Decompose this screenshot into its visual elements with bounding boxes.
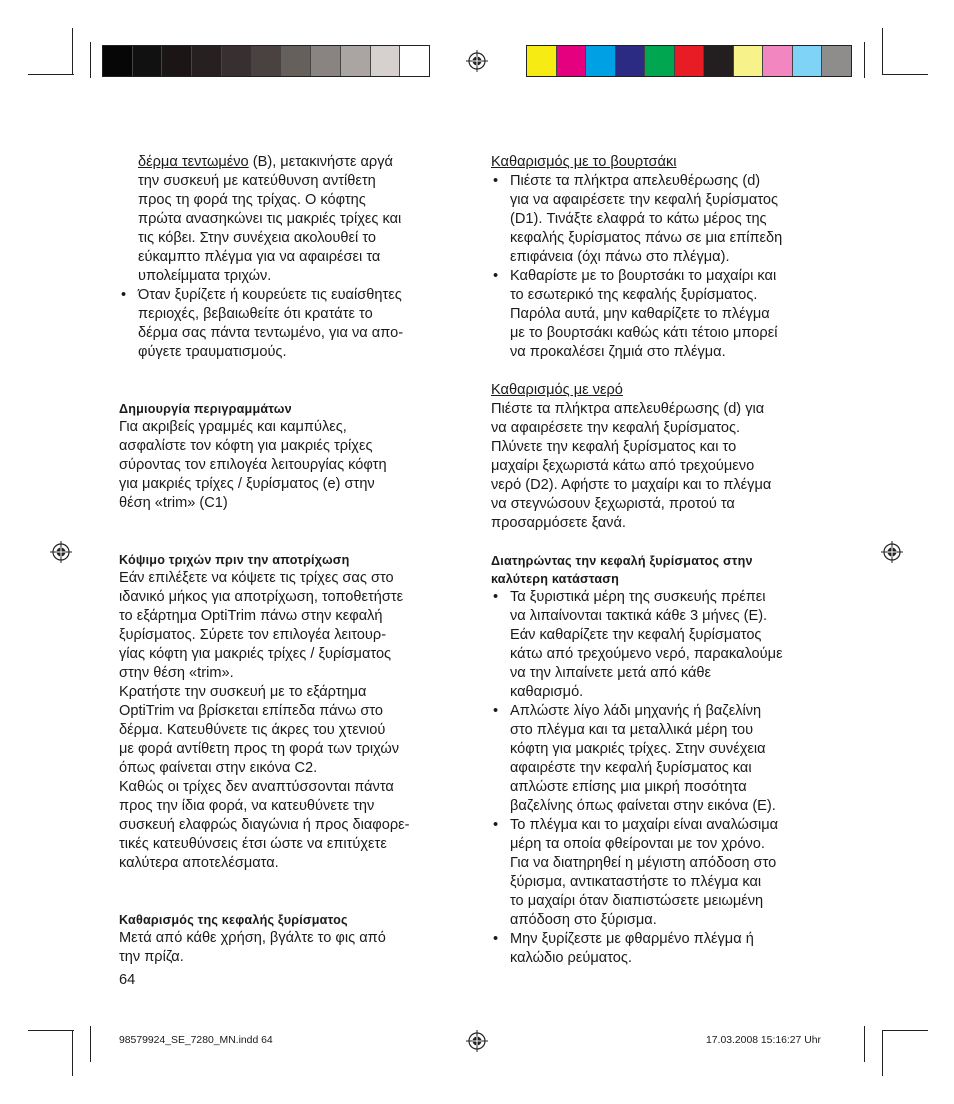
color-swatch bbox=[371, 46, 401, 76]
taut-skin-term: δέρμα τεντωμένο bbox=[138, 154, 249, 170]
pre-epilation-paragraph bbox=[119, 569, 469, 873]
text-line: απόδοση στο ξύρισμα. bbox=[510, 912, 657, 928]
page-number: 64 bbox=[119, 972, 136, 988]
text-line: • Καθαρίστε με το βουρτσάκι το μαχαίρι και bbox=[510, 268, 777, 284]
text-line: εύκαμπτο πλέγμα για να αφαιρέσει τα bbox=[138, 249, 381, 265]
heading-brush-cleaning: Καθαρισμός με το βουρτσάκι bbox=[491, 154, 677, 170]
text-line: Για ακριβείς γραμμές και καμπύλες, bbox=[119, 419, 347, 435]
crop-mark bbox=[882, 28, 883, 74]
heading-maintenance bbox=[491, 552, 841, 588]
color-swatch bbox=[103, 46, 133, 76]
text-line: να αφαιρέσετε την κεφαλή ξυρίσματος. bbox=[491, 420, 741, 436]
color-swatch bbox=[341, 46, 371, 76]
text-line: ιδανικό μήκος για αποτρίχωση, τοποθετήστε bbox=[119, 589, 404, 605]
text-line: στο πλέγμα και τα μεταλλικά μέρη του bbox=[510, 722, 754, 738]
bullet-brush-2 bbox=[491, 267, 841, 362]
crop-mark bbox=[864, 42, 865, 78]
right-column bbox=[491, 153, 841, 968]
cleaning-paragraph bbox=[119, 929, 469, 967]
text-line: ξύρισμα, αντικαταστήστε το πλέγμα και bbox=[510, 874, 762, 890]
text-line: γίας κόφτη για μακριές τρίχες / ξυρίσματος bbox=[119, 646, 392, 662]
bullet-brush-1 bbox=[491, 172, 841, 267]
text-line: υπολείμματα τριχών. bbox=[138, 268, 272, 284]
color-swatch bbox=[557, 46, 587, 76]
intro-lines bbox=[138, 172, 469, 286]
text-line: Κρατήστε την συσκευή με το εξάρτημα bbox=[119, 684, 367, 700]
registration-mark-icon bbox=[881, 541, 903, 563]
text-line: να την λιπαίνετε μετά από κάθε bbox=[510, 665, 712, 681]
text-line: συσκευή ελαφρώς διαγώνια ή προς διαφορε- bbox=[119, 817, 410, 833]
crop-mark bbox=[72, 1030, 73, 1076]
text-line: το εξάρτημα OptiTrim πάνω στην κεφαλή bbox=[119, 608, 383, 624]
color-swatch bbox=[616, 46, 646, 76]
text-line: δέρμα. Κατευθύνετε τις άκρες του χτενιού bbox=[119, 722, 386, 738]
text-line: αφαιρέστε την κεφαλή ξυρίσματος και bbox=[510, 760, 752, 776]
text-line: την συσκευή με κατεύθυνση αντίθετη bbox=[138, 173, 376, 189]
registration-mark-icon bbox=[466, 50, 488, 72]
color-swatch bbox=[822, 46, 851, 76]
text-line: προς τη φορά της τρίχας. Ο κόφτης bbox=[138, 192, 366, 208]
text-line: σύροντας τον επιλογέα λειτουργίας κόφτη bbox=[119, 457, 387, 473]
color-swatch bbox=[704, 46, 734, 76]
text-line: την πρίζα. bbox=[119, 949, 184, 965]
color-swatch bbox=[281, 46, 311, 76]
text-line: να λιπαίνονται τακτικά κάθε 3 μήνες (E). bbox=[510, 608, 768, 624]
text-line: • Το πλέγμα και το μαχαίρι είναι αναλώσιμα bbox=[510, 817, 779, 833]
bullet-sensitive-areas bbox=[119, 286, 469, 362]
text-line: κάτω από τρεχούμενο νερό, παρακαλούμε bbox=[510, 646, 783, 662]
text-line: Πιέστε τα πλήκτρα απελευθέρωσης (d) για bbox=[491, 401, 765, 417]
text-line: κεφαλής ξυρίσματος πάνω σε μια επίπεδη bbox=[510, 230, 783, 246]
text-line: νερό (D2). Αφήστε το μαχαίρι και το πλέγμα bbox=[491, 477, 772, 493]
color-swatch bbox=[527, 46, 557, 76]
text-line: Μετά από κάθε χρήση, βγάλτε το φις από bbox=[119, 930, 386, 946]
text-line: φύγετε τραυματισμούς. bbox=[138, 344, 287, 360]
text-line: προς την ίδια φορά, να κατευθύνετε την bbox=[119, 798, 375, 814]
heading-contours: Δημιουργία περιγραμμάτων bbox=[119, 402, 292, 416]
text-line: να στεγνώσουν ξεχωριστά, προτού τα bbox=[491, 496, 735, 512]
text-line: καθαρισμό. bbox=[510, 684, 584, 700]
text-line: μέρη τα οποία φθείρονται με τον χρόνο. bbox=[510, 836, 765, 852]
text-line: καλύτερα αποτελέσματα. bbox=[119, 855, 279, 871]
text-line: OptiTrim να βρίσκεται επίπεδα πάνω στο bbox=[119, 703, 384, 719]
bullet-maintenance-3 bbox=[491, 816, 841, 930]
bullet-maintenance-2 bbox=[491, 702, 841, 816]
heading-water-cleaning: Καθαρισμός με νερό bbox=[491, 382, 623, 398]
crop-mark bbox=[882, 1030, 883, 1076]
text-line: δέρμα σας πάντα τεντωμένο, για να απο- bbox=[138, 325, 404, 341]
heading-cleaning: Καθαρισμός της κεφαλής ξυρίσματος bbox=[119, 913, 348, 927]
text-line: για μακριές τρίχες / ξυρίσματος (e) στην bbox=[119, 476, 375, 492]
crop-mark bbox=[882, 74, 928, 75]
text-line: τικές κατευθύνσεις έτσι ώστε να επιτύχετε bbox=[119, 836, 387, 852]
text-line: όπως φαίνεται στην εικόνα C2. bbox=[119, 760, 318, 776]
text-line: • Μην ξυρίζεστε με φθαρμένο πλέγμα ή bbox=[510, 931, 754, 947]
slug-filename: 98579924_SE_7280_MN.indd 64 bbox=[119, 1035, 273, 1046]
color-swatch bbox=[763, 46, 793, 76]
text-line: Παρόλα αυτά, μην καθαρίζετε το πλέγμα bbox=[510, 306, 770, 322]
crop-mark bbox=[90, 1026, 91, 1062]
text-line: Εάν επιλέξετε να κόψετε τις τρίχες σας στο bbox=[119, 570, 394, 586]
heading-pre-epilation: Κόψιμο τριχών πριν την αποτρίχωση bbox=[119, 553, 350, 567]
color-swatch bbox=[675, 46, 705, 76]
intro-paragraph: δέρμα τεντωμένο (B), μετακινήστε αργά την συσκευή με κατεύθυνση αντίθετη προς τη φορά της τρίχας. Ο κόφτης πρώτα ανασηκώνει τις μακριές τρίχες και τις κόβει. Στην συνέχεια ακολουθεί το εύκαμπτο πλέγμα για να αφαιρέσει τα υπολείμματα τριχών. bbox=[119, 153, 469, 286]
color-swatch bbox=[252, 46, 282, 76]
color-swatch bbox=[133, 46, 163, 76]
text-line: • Απλώστε λίγο λάδι μηχανής ή βαζελίνη bbox=[510, 703, 762, 719]
slug-timestamp: 17.03.2008 15:16:27 Uhr bbox=[706, 1035, 821, 1046]
bullet-maintenance-4 bbox=[491, 930, 841, 968]
text-line: το μαχαίρι όταν διαπιστώσετε μειωμένη bbox=[510, 893, 764, 909]
text-line: προσαρμόσετε ξανά. bbox=[491, 515, 626, 531]
text-line: επιφάνεια (όχι πάνω στο πλέγμα). bbox=[510, 249, 730, 265]
text-line: καλώδιο ρεύματος. bbox=[510, 950, 632, 966]
text-line: • Πιέστε τα πλήκτρα απελευθέρωσης (d) bbox=[510, 173, 761, 189]
text-line: με φορά αντίθετη προς τη φορά των τριχών bbox=[119, 741, 400, 757]
color-swatch bbox=[645, 46, 675, 76]
registration-mark-icon bbox=[50, 541, 72, 563]
text-line: στην θέση «trim». bbox=[119, 665, 234, 681]
text-line: πρώτα ανασηκώνει τις μακριές τρίχες και bbox=[138, 211, 402, 227]
color-swatch bbox=[586, 46, 616, 76]
water-cleaning-paragraph bbox=[491, 400, 841, 533]
registration-mark-icon bbox=[466, 1030, 488, 1052]
text-line: για να αφαιρέσετε την κεφαλή ξυρίσματος bbox=[510, 192, 779, 208]
text-line: μαχαίρι ξεχωριστά κάτω από τρεχούμενο bbox=[491, 458, 755, 474]
crop-mark bbox=[28, 1030, 74, 1031]
crop-mark bbox=[882, 1030, 928, 1031]
color-swatch bbox=[400, 46, 429, 76]
text-line: • Τα ξυριστικά μέρη της συσκευής πρέπει bbox=[510, 589, 766, 605]
left-column bbox=[119, 153, 469, 967]
crop-mark bbox=[864, 1026, 865, 1062]
color-swatch bbox=[311, 46, 341, 76]
text-line: καλύτερη κατάσταση bbox=[491, 572, 619, 586]
text-line: να προκαλέσει ζημιά στο πλέγμα. bbox=[510, 344, 726, 360]
contours-paragraph bbox=[119, 418, 469, 513]
text-line: Πλύνετε την κεφαλή ξυρίσματος και το bbox=[491, 439, 737, 455]
text-line: περιοχές, βεβαιωθείτε ότι κρατάτε το bbox=[138, 306, 373, 322]
color-swatch bbox=[734, 46, 764, 76]
grayscale-color-bar bbox=[102, 45, 430, 77]
process-color-bar bbox=[526, 45, 852, 77]
color-swatch bbox=[222, 46, 252, 76]
text-line: Για να διατηρηθεί η μέγιστη απόδοση στο bbox=[510, 855, 777, 871]
text-line: • Όταν ξυρίζετε ή κουρεύετε τις ευαίσθητες bbox=[138, 287, 402, 303]
crop-mark bbox=[72, 28, 73, 74]
color-swatch bbox=[162, 46, 192, 76]
text-line: με το βουρτσάκι καθώς κάτι τέτοιο μπορεί bbox=[510, 325, 778, 341]
text-line: ξυρίσματος. Σύρετε τον επιλογέα λειτουρ- bbox=[119, 627, 387, 643]
text-line: κόφτη για μακριές τρίχες. Στην συνέχεια bbox=[510, 741, 766, 757]
crop-mark bbox=[28, 74, 74, 75]
crop-mark bbox=[90, 42, 91, 78]
color-swatch bbox=[192, 46, 222, 76]
text-line: Καθώς οι τρίχες δεν αναπτύσσονται πάντα bbox=[119, 779, 394, 795]
text-line: το εσωτερικό της κεφαλής ξυρίσματος. bbox=[510, 287, 758, 303]
text-line: θέση «trim» (C1) bbox=[119, 495, 228, 511]
text-line: βαζελίνης όπως φαίνεται στην εικόνα (E). bbox=[510, 798, 776, 814]
color-swatch bbox=[793, 46, 823, 76]
text-line: Διατηρώντας την κεφαλή ξυρίσματος στην bbox=[491, 554, 753, 568]
text-line: ασφαλίστε τον κόφτη για μακριές τρίχες bbox=[119, 438, 373, 454]
text-line: (D1). Τινάξτε ελαφρά το κάτω μέρος της bbox=[510, 211, 767, 227]
text-line: τις κόβει. Στην συνέχεια ακολουθεί το bbox=[138, 230, 376, 246]
bullet-maintenance-1 bbox=[491, 588, 841, 702]
text-line: Εάν καθαρίζετε την κεφαλή ξυρίσματος bbox=[510, 627, 762, 643]
text-line: απλώστε επίσης μια μικρή ποσότητα bbox=[510, 779, 747, 795]
